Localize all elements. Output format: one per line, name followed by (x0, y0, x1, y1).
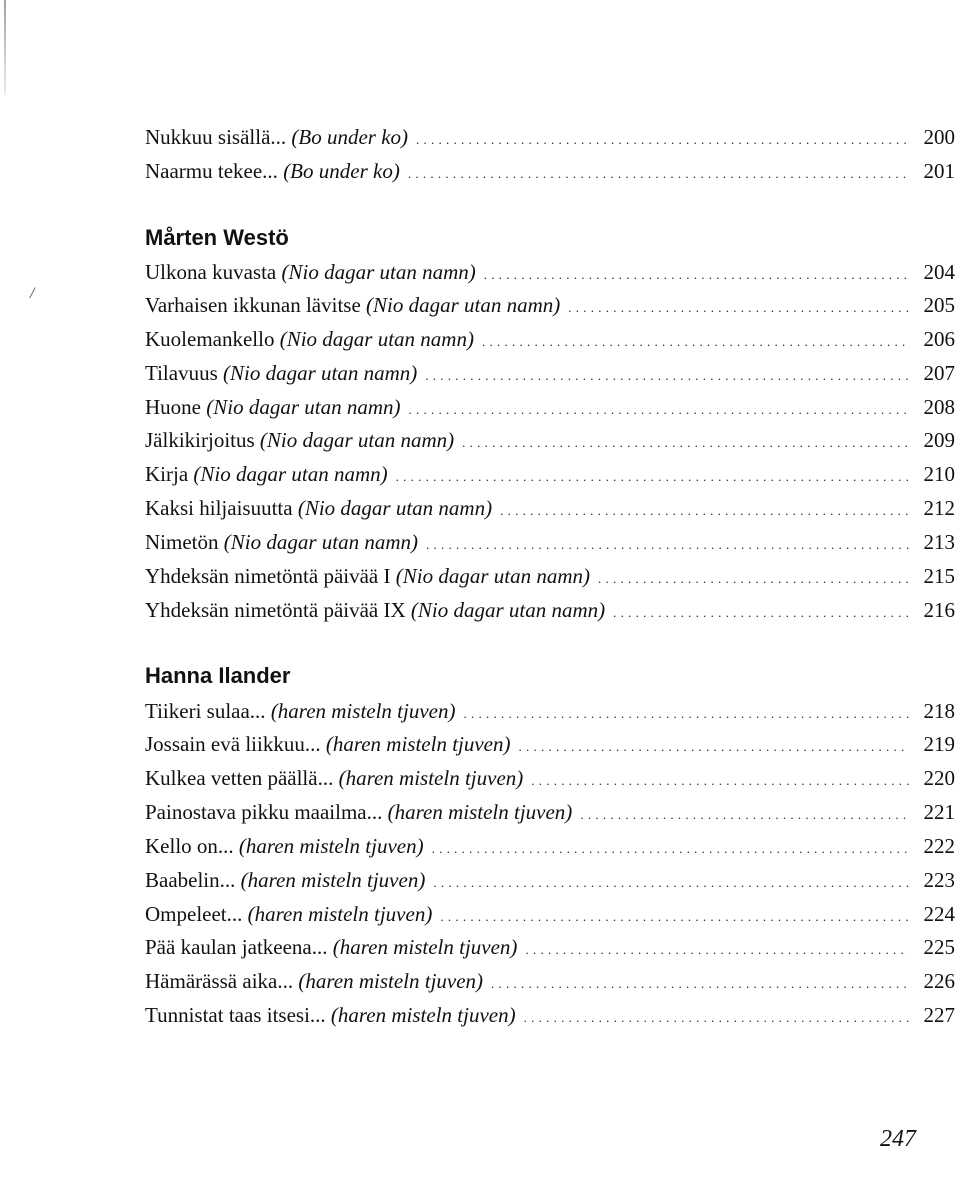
dot-leader (525, 933, 909, 964)
toc-entry (145, 157, 955, 185)
entry-title: Kello on... (145, 834, 234, 858)
dot-leader (408, 157, 909, 188)
toc-entry (145, 730, 955, 758)
toc-entry (145, 1001, 955, 1029)
entry-title: Tiikeri sulaa... (145, 699, 266, 723)
entry-page: 220 (923, 766, 955, 790)
entry-title: Kulkea vetten päällä... (145, 766, 334, 790)
dot-leader (462, 426, 909, 457)
section-heading: Mårten Westö (145, 225, 289, 250)
entry-title: Ompeleet... (145, 902, 243, 926)
entry-page: 210 (923, 462, 955, 486)
toc-entry (145, 562, 955, 590)
entry-title: Ulkona kuvasta (145, 260, 277, 284)
toc-entry (145, 460, 955, 488)
entry-source: (Nio dagar utan namn) (279, 327, 474, 351)
entry-page: 222 (923, 834, 955, 858)
dot-leader (432, 832, 909, 863)
toc-entry (145, 900, 955, 928)
entry-source: (Bo under ko) (291, 125, 409, 149)
section-heading: Hanna Ilander (145, 663, 291, 688)
entry-page: 226 (923, 969, 955, 993)
dot-leader (580, 798, 909, 829)
entry-page: 227 (923, 1003, 955, 1027)
entry-title: Baabelin... (145, 868, 236, 892)
entry-title: Jossain evä liikkuu... (145, 732, 321, 756)
entry-source: (Nio dagar utan namn) (206, 395, 401, 419)
toc-entry (145, 393, 955, 421)
entry-title: Painostava pikku maailma... (145, 800, 383, 824)
entry-title: Varhaisen ikkunan lävitse (145, 293, 361, 317)
entry-source: (Nio dagar utan namn) (395, 564, 590, 588)
entry-title: Naarmu tekee... (145, 159, 278, 183)
entry-page: 218 (923, 699, 955, 723)
entry-page: 225 (923, 935, 955, 959)
entry-source: (Nio dagar utan namn) (223, 530, 418, 554)
scan-slash-mark: / (30, 285, 35, 302)
entry-title: Jälkikirjoitus (145, 428, 255, 452)
entry-page: 213 (923, 530, 955, 554)
toc-entry (145, 123, 955, 151)
dot-leader (613, 596, 909, 627)
entry-page: 200 (923, 125, 955, 149)
toc-entry (145, 359, 955, 387)
entry-title: Kirja (145, 462, 189, 486)
entry-page: 208 (923, 395, 955, 419)
entry-source: (Nio dagar utan namn) (410, 598, 606, 622)
toc-entry (145, 258, 955, 286)
entry-page: 224 (923, 902, 955, 926)
entry-title: Hämärässä aika... (145, 969, 294, 993)
entry-page: 219 (923, 732, 955, 756)
entry-page: 201 (923, 159, 955, 183)
entry-source: (haren misteln tjuven) (338, 766, 524, 790)
dot-leader (433, 866, 909, 897)
entry-title: Kuolemankello (145, 327, 275, 351)
entry-page: 205 (923, 293, 955, 317)
entry-source: (Nio dagar utan namn) (281, 260, 476, 284)
entry-page: 206 (923, 327, 955, 351)
toc-entry (145, 832, 955, 860)
entry-page: 212 (923, 496, 955, 520)
entry-page: 223 (923, 868, 955, 892)
entry-page: 204 (923, 260, 955, 284)
entry-page: 209 (923, 428, 955, 452)
toc-entry (145, 798, 955, 826)
entry-title: Tunnistat taas itsesi... (145, 1003, 326, 1027)
entry-page: 215 (923, 564, 955, 588)
entry-page: 221 (923, 800, 955, 824)
entry-source: (Nio dagar utan namn) (223, 361, 418, 385)
dot-leader (519, 730, 909, 761)
entry-title: Yhdeksän nimetöntä päivää IX (145, 598, 406, 622)
toc-entry (145, 697, 955, 725)
entry-source: (haren misteln tjuven) (332, 935, 518, 959)
dot-leader (598, 562, 909, 593)
dot-leader (409, 393, 910, 424)
entry-page: 216 (923, 598, 955, 622)
entry-title: Kaksi hiljaisuutta (145, 496, 293, 520)
entry-title: Yhdeksän nimetöntä päivää I (145, 564, 391, 588)
entry-source: (haren misteln tjuven) (387, 800, 573, 824)
dot-leader (425, 359, 909, 390)
dot-leader (482, 325, 909, 356)
entry-source: (haren misteln tjuven) (330, 1003, 516, 1027)
dot-leader (524, 1001, 909, 1032)
page-number: 247 (880, 1126, 916, 1152)
entry-source: (haren misteln tjuven) (238, 834, 424, 858)
dot-leader (531, 764, 909, 795)
dot-leader (440, 900, 909, 931)
entry-source: (haren misteln tjuven) (247, 902, 433, 926)
entry-source: (Nio dagar utan namn) (297, 496, 493, 520)
dot-leader (491, 967, 909, 998)
entry-page: 207 (923, 361, 955, 385)
entry-title: Huone (145, 395, 201, 419)
toc-entry (145, 764, 955, 792)
dot-leader (500, 494, 909, 525)
toc-entry (145, 325, 955, 353)
entry-source: (haren misteln tjuven) (240, 868, 426, 892)
dot-leader (464, 697, 910, 728)
toc-entry (145, 528, 955, 556)
entry-title: Pää kaulan jatkeena... (145, 935, 328, 959)
dot-leader (568, 291, 909, 322)
toc-entry (145, 426, 955, 454)
entry-source: (Nio dagar utan namn) (366, 293, 561, 317)
entry-source: (Nio dagar utan namn) (259, 428, 455, 452)
dot-leader (426, 528, 909, 559)
entry-source: (Nio dagar utan namn) (193, 462, 388, 486)
entry-title: Tilavuus (145, 361, 218, 385)
toc-entry (145, 933, 955, 961)
toc-entry (145, 866, 955, 894)
scan-margin-mark (4, 0, 6, 95)
dot-leader (484, 258, 909, 289)
toc-entry (145, 967, 955, 995)
entry-source: (haren misteln tjuven) (270, 699, 456, 723)
entry-source: (Bo under ko) (283, 159, 400, 183)
dot-leader (396, 460, 909, 491)
entry-source: (haren misteln tjuven) (325, 732, 511, 756)
entry-title: Nimetön (145, 530, 219, 554)
toc-entry (145, 291, 955, 319)
entry-title: Nukkuu sisällä... (145, 125, 287, 149)
toc-entry (145, 596, 955, 624)
entry-source: (haren misteln tjuven) (298, 969, 484, 993)
dot-leader (416, 123, 909, 154)
toc-entry (145, 494, 955, 522)
